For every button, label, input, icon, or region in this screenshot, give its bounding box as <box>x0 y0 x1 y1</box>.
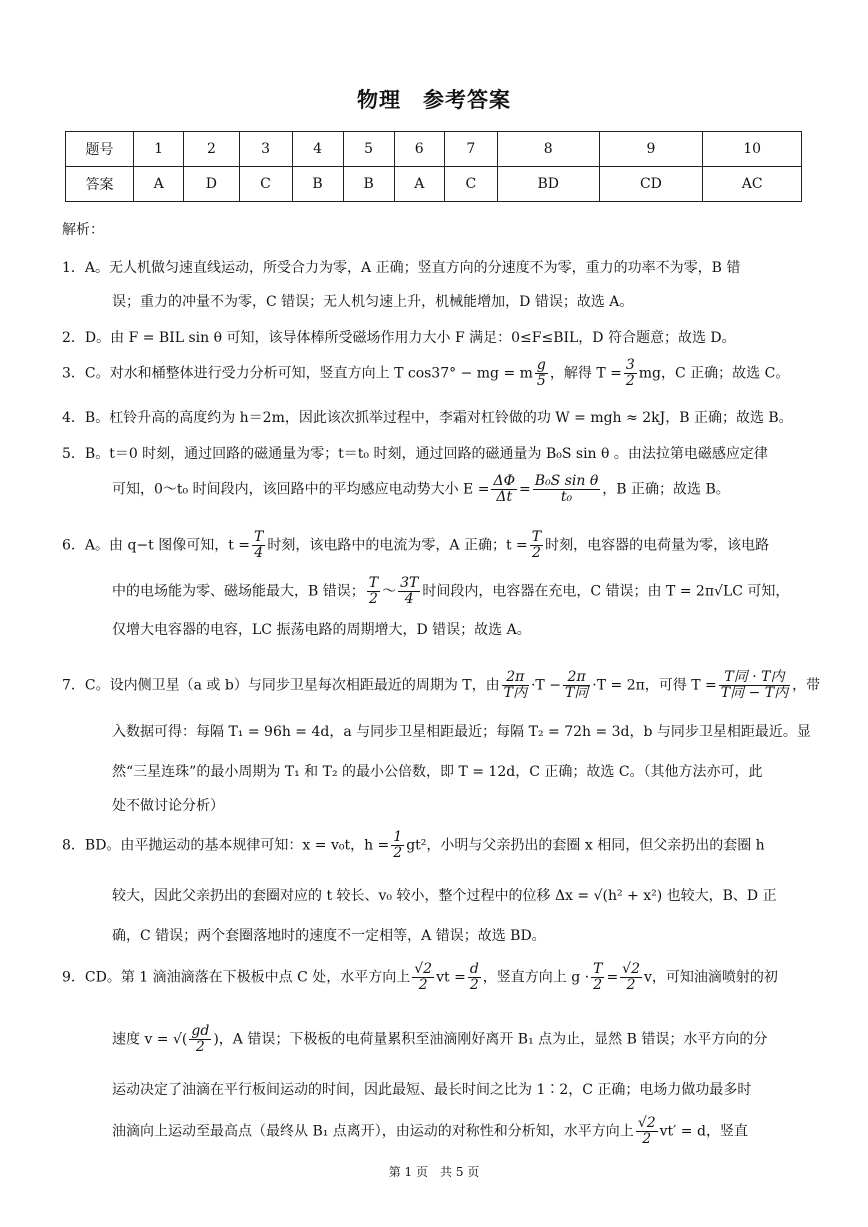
text: ，竖直方向上 g · <box>482 969 590 986</box>
numerator: √2 <box>637 1115 656 1131</box>
text: 8．BD。由平抛运动的基本规律可知：x = v₀t，h = <box>62 837 390 854</box>
q2-line: 2．D。由 F = BIL sin θ 可知，该导体棒所受磁场作用力大小 F 满足：0≤F≤BIL，D 符合题意；故选 D。 <box>62 330 736 346</box>
text: 7．C。设内侧卫星（a 或 b）与同步卫星每次相距最近的周期为 T，由 <box>62 677 500 694</box>
table-cell: 6 <box>394 132 444 167</box>
fraction <box>620 962 642 993</box>
table-cell: 9 <box>599 132 703 167</box>
fraction <box>502 670 529 701</box>
numerator: 1 <box>393 829 403 845</box>
table-cell: 7 <box>444 132 497 167</box>
table-cell: B <box>292 167 343 202</box>
table-cell: C <box>444 167 497 202</box>
fraction <box>563 670 590 701</box>
denominator: T同 <box>564 685 589 701</box>
text: vt = <box>436 969 466 986</box>
text: 速度 v = √( <box>112 1031 188 1048</box>
table-cell: C <box>239 167 292 202</box>
text: 油滴向上运动至最高点（最终从 B₁ 点离开），由运动的对称性和分析知，水平方向上 <box>112 1123 634 1140</box>
q7-line-2: 入数据可得：每隔 T₁ = 96h = 4d，a 与同步卫星相距最近；每隔 T₂ = 72h = 3d，b 与同步卫星相距最近。显 <box>112 724 811 740</box>
numerator: gd <box>191 1023 210 1039</box>
q1-line-2: 误；重力的冲量不为零，C 错误；无人机匀速上升，机械能增加，D 错误；故选 A。 <box>112 294 634 310</box>
fraction <box>367 576 380 607</box>
analysis-label: 解析： <box>62 222 104 238</box>
text: mg，C 正确；故选 C。 <box>638 365 790 382</box>
text: 时刻，该电路中的电流为零，A 正确；t = <box>267 537 528 554</box>
table-cell: 5 <box>343 132 394 167</box>
denominator: t₀ <box>560 489 573 505</box>
fraction <box>491 474 517 505</box>
q9-line-2 <box>112 1024 810 1055</box>
fraction <box>468 962 481 993</box>
fraction <box>530 530 543 561</box>
table-cell: A <box>134 167 184 202</box>
numerator: g <box>536 357 546 373</box>
denominator: 2 <box>593 977 603 993</box>
fraction <box>398 576 420 607</box>
fraction <box>252 530 265 561</box>
numerator: T <box>368 575 379 591</box>
text: = <box>606 969 619 986</box>
denominator: 2 <box>195 1039 205 1055</box>
denominator: 4 <box>404 591 414 607</box>
q7-line-4: 处不做讨论分析） <box>112 798 224 814</box>
text: 9．CD。第 1 滴油滴落在下极板中点 C 处，水平方向上 <box>62 969 411 986</box>
table-cell: 4 <box>292 132 343 167</box>
q8-line-3: 确，C 错误；两个套圈落地时的速度不一定相等，A 错误；故选 BD。 <box>112 928 546 944</box>
text: 3．C。对水和桶整体进行受力分析可知，竖直方向上 T cos37° − mg = m <box>62 365 533 382</box>
table-cell: A <box>394 167 444 202</box>
text: ·T − <box>530 677 561 694</box>
numerator: 2π <box>563 670 590 686</box>
text: v，可知油滴喷射的初 <box>644 969 778 986</box>
q9-line-3: 运动决定了油滴在平行板间运动的时间，因此最短、最长时间之比为 1∶2，C 正确；电场力做功最多时 <box>112 1082 752 1098</box>
fraction <box>189 1024 211 1055</box>
page-footer: 第 1 页 共 5 页 <box>388 1165 480 1179</box>
q4-line: 4．B。杠铃升高的高度约为 h＝2m，因此该次抓举过程中，李霜对杠铃做的功 W = mgh ≈ 2kJ，B 正确；故选 B。 <box>62 410 793 426</box>
table-cell: 8 <box>497 132 599 167</box>
denominator: 4 <box>254 545 264 561</box>
text: ～ <box>382 583 397 600</box>
table-cell: 10 <box>703 132 802 167</box>
q7-line-3: 然“三星连珠”的最小周期为 T₁ 和 T₂ 的最小公倍数，即 T = 12d，C 正确；故选 C。（其他方法亦可，此 <box>112 764 763 780</box>
denominator: 2 <box>626 977 636 993</box>
numerator: 3 <box>625 357 635 373</box>
table-cell: B <box>343 167 394 202</box>
fraction <box>391 830 404 861</box>
denominator: Δt <box>496 489 513 505</box>
text: )，A 错误；下极板的电荷量累积至油滴刚好离开 B₁ 点为止，显然 B 错误；水平方向的分 <box>213 1031 768 1048</box>
numerator: T同 · T内 <box>719 670 790 686</box>
text: ，解得 T = <box>549 365 622 382</box>
numerator: T <box>531 529 542 545</box>
text: 可知，0～t₀ 时间段内，该回路中的平均感应电动势大小 E = <box>112 481 490 498</box>
denominator: 2 <box>625 373 635 389</box>
denominator: 2 <box>418 977 428 993</box>
fraction <box>636 1116 658 1147</box>
denominator: 5 <box>536 373 546 389</box>
q5-line-1: 5．B。t＝0 时刻，通过回路的磁通量为零；t＝t₀ 时刻，通过回路的磁通量为 B₀S sin θ 。由法拉第电磁感应定律 <box>62 446 768 462</box>
denominator: 2 <box>642 1131 652 1147</box>
fraction <box>624 358 637 389</box>
numerator: √2 <box>414 961 433 977</box>
fraction <box>412 962 434 993</box>
denominator: 2 <box>393 845 403 861</box>
numerator: d <box>469 961 479 977</box>
table-cell: 1 <box>134 132 184 167</box>
denominator: 2 <box>531 545 541 561</box>
text: ·T = 2π，可得 T = <box>592 677 717 694</box>
q8-line-2: 较大，因此父亲扔出的套圈对应的 t 较长、v₀ 较小，整个过程中的位移 Δx = √(h² + x²) 也较大，B、D 正 <box>112 888 777 904</box>
text: ，带 <box>792 677 821 694</box>
q8-line-1 <box>62 830 810 861</box>
numerator: 3T <box>400 575 419 591</box>
q6-line-2 <box>112 576 810 607</box>
text: 6．A。由 q−t 图像可知，t = <box>62 537 251 554</box>
q3-line <box>62 358 810 389</box>
q1-line-1: 1．A。无人机做匀速直线运动，所受合力为零，A 正确；竖直方向的分速度不为零，重力的功率不为零，B 错 <box>62 260 741 276</box>
fraction <box>591 962 604 993</box>
q9-line-4 <box>112 1116 810 1147</box>
fraction <box>533 474 601 505</box>
fraction <box>535 358 548 389</box>
answer-table <box>65 131 802 202</box>
q6-line-1 <box>62 530 810 561</box>
numerator: 2π <box>502 670 529 686</box>
table-cell: CD <box>599 167 703 202</box>
table-cell: AC <box>703 167 802 202</box>
text: 时刻，电容器的电荷量为零，该电路 <box>545 537 770 554</box>
numerator: T <box>593 961 603 977</box>
row-label-answer: 答案 <box>66 167 134 202</box>
numerator: ΔΦ <box>493 473 516 489</box>
numerator: √2 <box>622 961 640 977</box>
table-cell: 3 <box>239 132 292 167</box>
text: gt²，小明与父亲扔出的套圈 x 相同，但父亲扔出的套圈 h <box>406 837 765 854</box>
denominator: 2 <box>368 591 378 607</box>
text: 中的电场能为零、磁场能最大，B 错误； <box>112 583 365 600</box>
row-label-number: 题号 <box>66 132 134 167</box>
q7-line-1 <box>62 669 821 701</box>
denominator: T同 − T内 <box>720 685 789 701</box>
q9-line-1 <box>62 962 810 993</box>
text: 时间段内，电容器在充电，C 错误；由 T = 2π√LC 可知， <box>422 583 790 600</box>
numerator: B₀S sin θ <box>534 473 599 489</box>
table-cell: D <box>184 167 239 202</box>
text: vt′ = d，竖直 <box>659 1123 748 1140</box>
page-title: 物理 参考答案 <box>357 88 511 112</box>
fraction <box>719 670 790 701</box>
table-cell: 2 <box>184 132 239 167</box>
q5-line-2: 可知，0～t₀ 时间段内，该回路中的平均感应电动势大小 E = $\frac{\Delta\Phi}{\Delta t}$ = $\frac{\text{B₀S sin θ}}{\text{t₀}}$ ，B 正确；故选 B。 <box>112 473 730 505</box>
denominator: 2 <box>469 977 479 993</box>
table-row-answers <box>66 167 802 202</box>
table-row-numbers <box>66 132 802 167</box>
numerator: T <box>254 529 264 545</box>
denominator: T内 <box>503 685 527 701</box>
q6-line-3: 仅增大电容器的电容，LC 振荡电路的周期增大，D 错误；故选 A。 <box>112 622 531 638</box>
table-cell: BD <box>497 167 599 202</box>
text: ，B 正确；故选 B。 <box>602 481 730 498</box>
